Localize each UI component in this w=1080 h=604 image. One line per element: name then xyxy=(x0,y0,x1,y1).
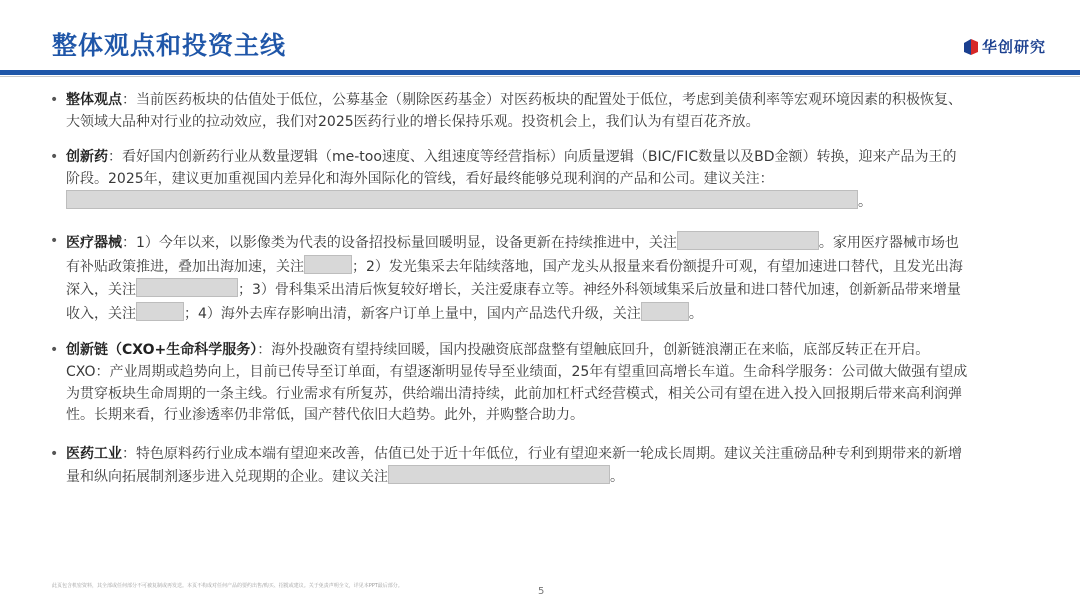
header-rule-thin xyxy=(0,76,1080,77)
item-heading: 医疗器械 xyxy=(66,234,122,251)
item-text: ：当前医药板块的估值处于低位，公募基金（剔除医药基金）对医药板块的配置处于低位，考虑到美债利率等宏观环境因素的积极恢复、大领域大品种对行业的拉动效应，我们对2025医药行业的增长保持乐观。投资机会上，我们认为有望百花齐放。 xyxy=(66,92,962,130)
redacted-block xyxy=(136,302,184,321)
redacted-block xyxy=(388,465,610,484)
item-text: 。家用医疗器械市场也有补贴政策推进，叠加出海加速，关注 xyxy=(66,234,959,275)
item-heading: 创新链（CXO+生命科学服务） xyxy=(66,342,258,359)
item-text-end: 。 xyxy=(858,194,872,211)
logo-mark-icon xyxy=(964,39,978,55)
list-item-innovative-drugs xyxy=(50,147,970,214)
item-text-end: 。 xyxy=(610,469,624,486)
list-item-pharma-industry xyxy=(50,444,970,489)
page-number: 5 xyxy=(538,586,545,597)
logo-text: 华创研究 xyxy=(981,38,1046,56)
item-heading: 创新药 xyxy=(66,149,108,166)
list-item-medical-devices xyxy=(50,231,970,325)
item-text: ：特色原料药行业成本端有望迎来改善，估值已处于近十年低位，行业有望迎来新一轮成长周期。建议关注重磅品种专利到期带来的新增量和纵向拓展制剂逐步进入兑现期的企业。建议关注 xyxy=(66,445,962,486)
item-text-end: 。 xyxy=(688,305,703,322)
item-text: ；2）发光集采去年陆续落地，国产龙头从报量来看份额提升可观，有望加速进口替代，且发光出海深入，关注 xyxy=(66,258,963,299)
bullet-icon: • xyxy=(50,445,59,462)
redacted-block xyxy=(677,231,819,250)
bullet-icon: • xyxy=(50,342,59,359)
bullet-icon: • xyxy=(50,232,59,249)
redacted-block xyxy=(66,190,858,209)
list-item-overall-view xyxy=(50,90,970,133)
redacted-block xyxy=(641,302,689,321)
item-text: ；3）骨科集采出清后恢复较好增长，关注爱康春立等。神经外科领域集采后放量和进口替代加速，创新新品带来增量收入，关注 xyxy=(66,282,961,322)
item-text: ：海外投融资有望持续回暖，国内投融资底部盘整有望触底回升，创新链浪潮正在来临，底部反转正在开启。CXO：产业周期或趋势向上，目前已传导至订单面，有望逐渐明显传导至业绩面，25年有望重回高增长车道。生命科学服务：公司做大做强有望成为贯穿板块生命周期的一条主线。行业需求有所复苏，供给端出清持续，此前加杠杆式经营模式，相关公司有望在进入投入回报期后带来高利润弹性。长期来看，行业渗透率仍非常低，国产替代依旧大趋势。此外，并购整合助力。 xyxy=(66,342,968,424)
item-text: ：看好国内创新药行业从数量逻辑（me-too速度、入组速度等经营指标）向质量逻辑（BIC/FIC数量以及BD金额）转换，迎来产品为王的阶段。2025年，建议更加重视国内差异化和海外国际化的管线，看好最终能够兑现利润的产品和公司。建议关注： xyxy=(66,149,957,187)
item-heading: 医药工业 xyxy=(66,445,122,462)
item-text: ；4）海外去库存影响出清，新客户订单上量中，国内产品迭代升级，关注 xyxy=(184,305,641,322)
brand-logo xyxy=(964,36,1046,57)
header-rule xyxy=(0,70,1080,75)
redacted-block xyxy=(304,255,352,274)
item-text: ：1）今年以来，以影像类为代表的设备招投标量回暖明显，设备更新在持续推进中，关注 xyxy=(122,234,677,251)
item-heading: 整体观点 xyxy=(66,92,122,108)
redacted-block xyxy=(136,278,238,297)
bullet-icon: • xyxy=(50,149,59,166)
content-list xyxy=(50,90,970,503)
page-title: 整体观点和投资主线 xyxy=(52,31,287,60)
bullet-icon: • xyxy=(50,92,59,108)
disclaimer-footnote: 此页包含机密资料，其全部或任何部分不可被复制或再发送。本页不构成对任何产品的要约出售/购买、招揽或建议。关于免责声明全文，详见本PPT最后部分。 xyxy=(52,583,403,589)
list-item-innovation-chain xyxy=(50,340,970,426)
